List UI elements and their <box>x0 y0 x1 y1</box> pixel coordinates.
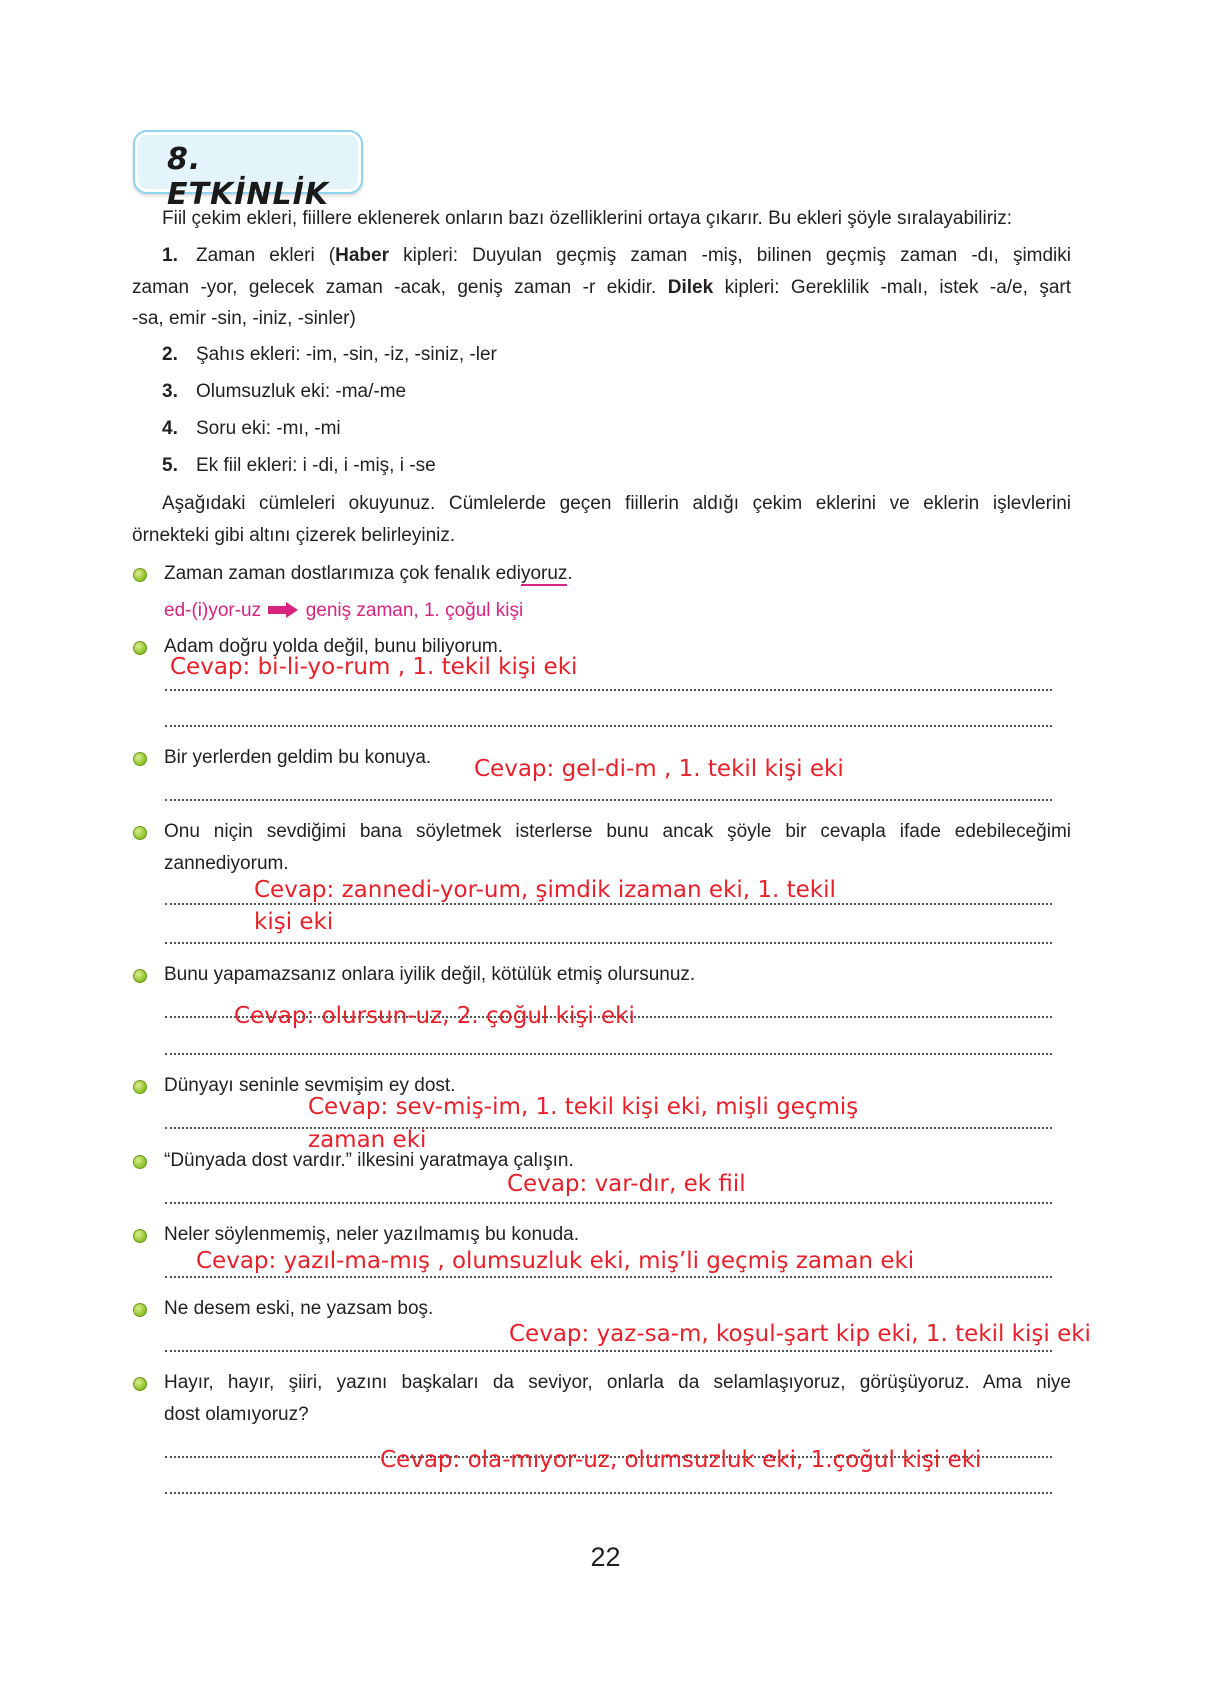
sentence-4: Bunu yapamazsanız onlara iyilik değil, kötülük etmiş olursunuz. <box>164 964 696 985</box>
bullet-icon <box>133 1377 147 1391</box>
answer-line <box>165 689 1052 691</box>
sentence-3-line2: zannediyorum. <box>164 853 289 874</box>
answer-2: Cevap: gel-di-m , 1. tekil kişi eki <box>474 756 844 782</box>
activity-title: 8. ETKİNLİK <box>167 142 329 212</box>
instruction-line1: Aşağıdaki cümleleri okuyunuz. Cümlelerde geçen fiillerin aldığı çekim eklerini ve eklerin işlevlerini <box>162 493 1071 514</box>
answer-line <box>165 903 1052 905</box>
example-analysis: ed-(i)yor-uz geniş zaman, 1. çoğul kişi <box>164 600 524 621</box>
bullet-icon <box>133 1080 147 1094</box>
list-number: 1. <box>162 245 178 266</box>
bullet-icon <box>133 641 147 655</box>
bullet-icon <box>133 969 147 983</box>
answer-8: Cevap: yaz-sa-m, koşul-şart kip eki, 1. tekil kişi eki <box>509 1321 1091 1347</box>
answer-line <box>165 1492 1052 1494</box>
sentence-1: Adam doğru yolda değil, bunu biliyorum. <box>164 636 504 657</box>
arrow-right-icon <box>268 602 298 618</box>
bullet-icon <box>133 826 147 840</box>
sentence-9-line1: Hayır, hayır, şiiri, yazını başkaları da seviyor, onlarla da selamlaşıyoruz, görüşüyoruz. Ama niye <box>164 1372 1071 1393</box>
answer-7: Cevap: yazıl-ma-mış , olumsuzluk eki, miş’li geçmiş zaman eki <box>196 1248 915 1274</box>
sentence-2: Bir yerlerden geldim bu konuya. <box>164 747 432 768</box>
list-item-1-line2: zaman -yor, gelecek zaman -acak, geniş zaman -r ekidir. Dilek kipleri: Gereklilik -malı, istek -a/e, şart <box>132 277 1071 298</box>
sentence-7: Neler söylenmemiş, neler yazılmamış bu konuda. <box>164 1224 580 1245</box>
answer-line <box>165 1202 1052 1204</box>
activity-badge <box>133 130 363 212</box>
answer-line <box>165 1350 1052 1352</box>
list-item-5: 5. Ek fiil ekleri: i -di, i -miş, i -se <box>162 455 436 476</box>
bullet-icon <box>133 752 147 766</box>
list-item-4: 4. Soru eki: -mı, -mi <box>162 418 341 439</box>
sentence-3-line1: Onu niçin sevdiğimi bana söyletmek isterlerse bunu ancak şöyle bir cevapla ifade edebileceğimi <box>164 821 1071 842</box>
answer-4: Cevap: olursun-uz, 2. çoğul kişi eki <box>234 1003 635 1029</box>
answer-5-line2: zaman eki <box>308 1127 427 1153</box>
answer-line <box>165 1053 1052 1055</box>
sentence-8: Ne desem eski, ne yazsam boş. <box>164 1298 434 1319</box>
answer-line <box>165 799 1052 801</box>
example-underline: yoruz <box>520 563 568 584</box>
list-number: 5. <box>162 455 178 476</box>
instruction-line2: örnekteki gibi altını çizerek belirleyiniz. <box>132 525 456 546</box>
answer-line <box>165 942 1052 944</box>
answer-3-line2: kişi eki <box>254 909 334 935</box>
bullet-icon <box>133 1155 147 1169</box>
answer-line <box>165 1127 1052 1129</box>
page-number: 22 <box>590 1542 621 1572</box>
answer-line <box>165 1276 1052 1278</box>
list-number: 3. <box>162 381 178 402</box>
list-item-2: 2. Şahıs ekleri: -im, -sin, -iz, -siniz, -ler <box>162 344 497 365</box>
intro-text: Fiil çekim ekleri, fiillere eklenerek onların bazı özelliklerini ortaya çıkarır. Bu ekleri şöyle sıralayabiliriz: <box>162 208 1013 229</box>
example-sentence: Zaman zaman dostlarımıza çok fenalık ediyoruz. <box>164 563 573 584</box>
answer-1: Cevap: bi-li-yo-rum , 1. tekil kişi eki <box>170 654 578 680</box>
bullet-icon <box>133 568 147 582</box>
sentence-9-line2: dost olamıyoruz? <box>164 1404 309 1425</box>
bullet-icon <box>133 1303 147 1317</box>
list-number: 2. <box>162 344 178 365</box>
answer-5-line1: Cevap: sev-miş-im, 1. tekil kişi eki, mişli geçmiş <box>308 1094 859 1120</box>
answer-line <box>165 725 1052 727</box>
answer-3-line1: Cevap: zannedi-yor-um, şimdik izaman eki, 1. tekil <box>254 877 836 903</box>
list-item-1-line1: 1. Zaman ekleri (Haber kipleri: Duyulan geçmiş zaman -miş, bilinen geçmiş zaman -dı, şimdiki <box>162 245 1071 266</box>
answer-6: Cevap: var-dır, ek fiil <box>507 1171 746 1197</box>
sentence-6: “Dünyada dost vardır.” ilkesini yaratmaya çalışın. <box>164 1150 574 1171</box>
list-item-1-line3: -sa, emir -sin, -iniz, -sinler) <box>132 308 356 329</box>
bullet-icon <box>133 1229 147 1243</box>
list-number: 4. <box>162 418 178 439</box>
sentence-5: Dünyayı seninle sevmişim ey dost. <box>164 1075 456 1096</box>
answer-9: Cevap: ola-mıyor-uz, olumsuzluk eki, 1.çoğul kişi eki <box>380 1447 982 1473</box>
list-item-3: 3. Olumsuzluk eki: -ma/-me <box>162 381 407 402</box>
